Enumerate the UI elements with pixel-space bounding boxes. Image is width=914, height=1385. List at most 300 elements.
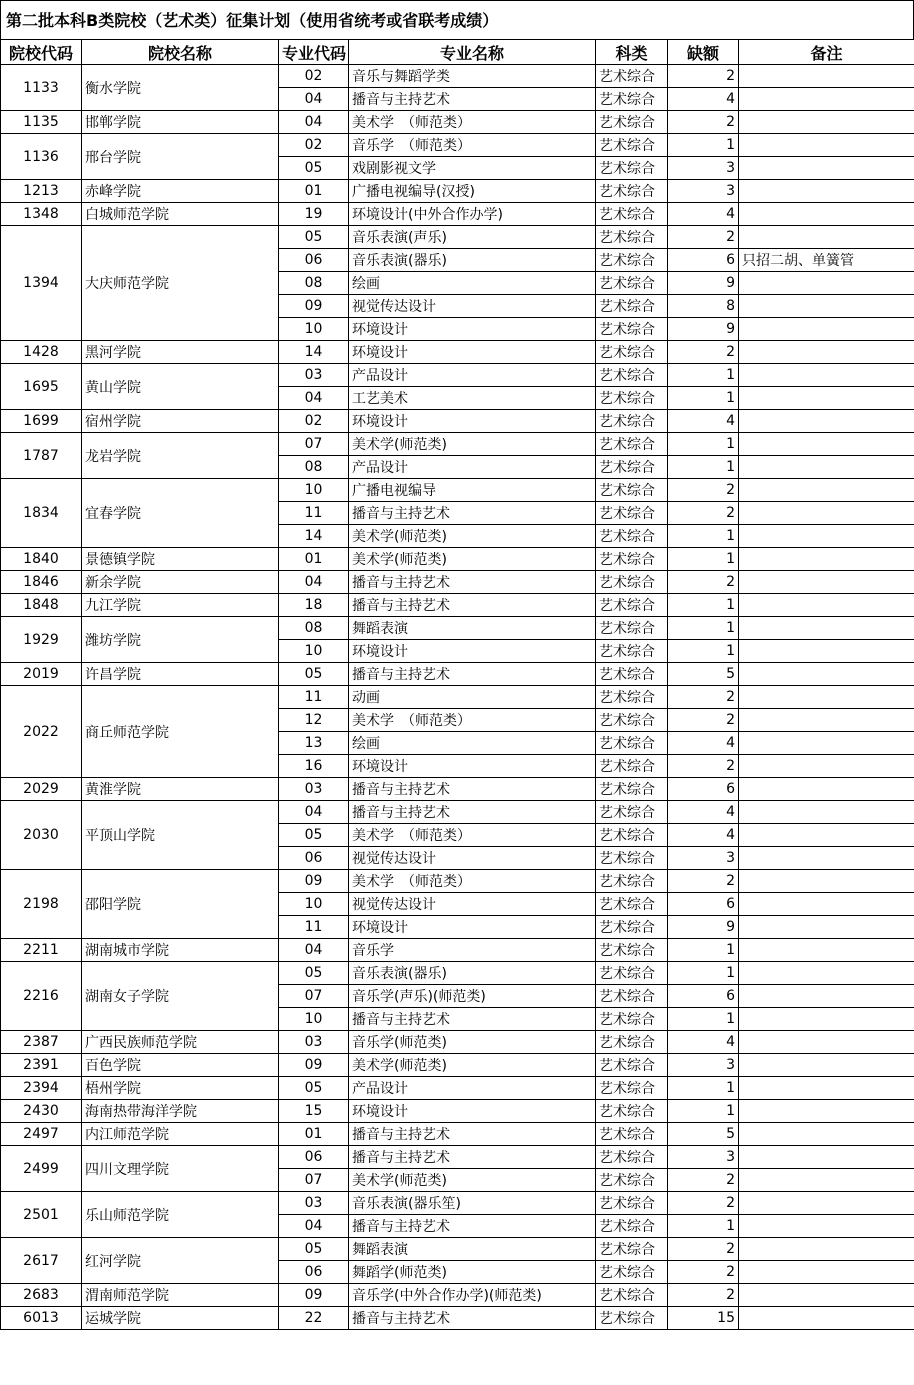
table-row <box>1 111 914 134</box>
note-cell <box>739 709 914 732</box>
category-cell: 艺术综合 <box>596 134 668 157</box>
major-name-cell: 环境设计 <box>349 341 596 364</box>
note-cell <box>739 1146 914 1169</box>
school-name-cell: 许昌学院 <box>82 663 279 686</box>
major-name-cell: 播音与主持艺术 <box>349 801 596 824</box>
table-body <box>1 65 914 1330</box>
category-cell: 艺术综合 <box>596 272 668 295</box>
school-name-cell: 新余学院 <box>82 571 279 594</box>
vacancy-cell: 6 <box>668 985 739 1008</box>
vacancy-cell: 9 <box>668 318 739 341</box>
major-code-cell: 01 <box>279 180 349 203</box>
major-name-cell: 美术学 （师范类） <box>349 824 596 847</box>
vacancy-cell: 2 <box>668 870 739 893</box>
school-code-cell: 1840 <box>1 548 82 571</box>
school-code-cell: 2198 <box>1 870 82 939</box>
table-row <box>1 1146 914 1169</box>
note-cell <box>739 663 914 686</box>
vacancy-cell: 1 <box>668 525 739 548</box>
category-cell: 艺术综合 <box>596 1261 668 1284</box>
major-name-cell: 播音与主持艺术 <box>349 1123 596 1146</box>
school-code-cell: 1834 <box>1 479 82 548</box>
table-row <box>1 594 914 617</box>
school-code-cell: 1213 <box>1 180 82 203</box>
vacancy-cell: 3 <box>668 180 739 203</box>
school-code-cell: 2683 <box>1 1284 82 1307</box>
major-name-cell: 视觉传达设计 <box>349 847 596 870</box>
category-cell: 艺术综合 <box>596 1054 668 1077</box>
table-row <box>1 1077 914 1100</box>
major-name-cell: 动画 <box>349 686 596 709</box>
category-cell: 艺术综合 <box>596 548 668 571</box>
major-code-cell: 10 <box>279 893 349 916</box>
major-name-cell: 播音与主持艺术 <box>349 502 596 525</box>
major-code-cell: 05 <box>279 663 349 686</box>
category-cell: 艺术综合 <box>596 226 668 249</box>
category-cell: 艺术综合 <box>596 1215 668 1238</box>
note-cell <box>739 1100 914 1123</box>
note-cell <box>739 1031 914 1054</box>
note-cell <box>739 318 914 341</box>
vacancy-cell: 3 <box>668 847 739 870</box>
school-code-cell: 2391 <box>1 1054 82 1077</box>
vacancy-cell: 4 <box>668 1031 739 1054</box>
school-code-cell: 2501 <box>1 1192 82 1238</box>
category-cell: 艺术综合 <box>596 341 668 364</box>
note-cell <box>739 502 914 525</box>
vacancy-cell: 2 <box>668 1192 739 1215</box>
major-name-cell: 视觉传达设计 <box>349 295 596 318</box>
major-code-cell: 04 <box>279 939 349 962</box>
school-code-cell: 2029 <box>1 778 82 801</box>
vacancy-cell: 9 <box>668 272 739 295</box>
major-name-cell: 美术学 （师范类） <box>349 709 596 732</box>
category-cell: 艺术综合 <box>596 640 668 663</box>
header-row <box>1 40 914 65</box>
major-code-cell: 04 <box>279 571 349 594</box>
school-name-cell: 海南热带海洋学院 <box>82 1100 279 1123</box>
school-name-cell: 大庆师范学院 <box>82 226 279 341</box>
major-code-cell: 05 <box>279 824 349 847</box>
school-code-cell: 2387 <box>1 1031 82 1054</box>
major-code-cell: 09 <box>279 870 349 893</box>
major-code-cell: 08 <box>279 617 349 640</box>
note-cell <box>739 65 914 88</box>
school-code-cell: 1699 <box>1 410 82 433</box>
school-code-cell: 2030 <box>1 801 82 870</box>
category-cell: 艺术综合 <box>596 870 668 893</box>
major-name-cell: 舞蹈表演 <box>349 617 596 640</box>
major-name-cell: 播音与主持艺术 <box>349 88 596 111</box>
major-name-cell: 播音与主持艺术 <box>349 594 596 617</box>
major-code-cell: 01 <box>279 548 349 571</box>
major-name-cell: 音乐表演(器乐) <box>349 962 596 985</box>
major-code-cell: 05 <box>279 226 349 249</box>
vacancy-cell: 1 <box>668 1100 739 1123</box>
vacancy-cell: 1 <box>668 387 739 410</box>
category-cell: 艺术综合 <box>596 1307 668 1330</box>
note-cell <box>739 824 914 847</box>
vacancy-cell: 1 <box>668 617 739 640</box>
major-name-cell: 环境设计(中外合作办学) <box>349 203 596 226</box>
category-cell: 艺术综合 <box>596 571 668 594</box>
school-name-cell: 景德镇学院 <box>82 548 279 571</box>
school-code-cell: 2617 <box>1 1238 82 1284</box>
note-cell <box>739 1054 914 1077</box>
major-name-cell: 产品设计 <box>349 364 596 387</box>
vacancy-cell: 4 <box>668 88 739 111</box>
major-code-cell: 11 <box>279 686 349 709</box>
category-cell: 艺术综合 <box>596 387 668 410</box>
major-code-cell: 04 <box>279 1215 349 1238</box>
table-row <box>1 1238 914 1261</box>
category-cell: 艺术综合 <box>596 295 668 318</box>
major-name-cell: 美术学 （师范类） <box>349 870 596 893</box>
table-row <box>1 870 914 893</box>
header-school-name: 院校名称 <box>82 40 279 65</box>
major-name-cell: 音乐学 （师范类） <box>349 134 596 157</box>
note-cell <box>739 732 914 755</box>
major-code-cell: 07 <box>279 433 349 456</box>
school-name-cell: 平顶山学院 <box>82 801 279 870</box>
note-cell <box>739 548 914 571</box>
category-cell: 艺术综合 <box>596 502 668 525</box>
major-name-cell: 广播电视编导 <box>349 479 596 502</box>
major-name-cell: 美术学(师范类) <box>349 1169 596 1192</box>
school-name-cell: 宿州学院 <box>82 410 279 433</box>
major-name-cell: 美术学(师范类) <box>349 548 596 571</box>
category-cell: 艺术综合 <box>596 939 668 962</box>
school-code-cell: 1135 <box>1 111 82 134</box>
vacancy-cell: 1 <box>668 433 739 456</box>
vacancy-cell: 1 <box>668 594 739 617</box>
table-row <box>1 203 914 226</box>
major-code-cell: 04 <box>279 387 349 410</box>
note-cell <box>739 1284 914 1307</box>
table-row <box>1 617 914 640</box>
note-cell <box>739 203 914 226</box>
note-cell <box>739 1192 914 1215</box>
vacancy-cell: 2 <box>668 341 739 364</box>
category-cell: 艺术综合 <box>596 364 668 387</box>
note-cell <box>739 962 914 985</box>
school-code-cell: 1848 <box>1 594 82 617</box>
note-cell <box>739 778 914 801</box>
major-code-cell: 04 <box>279 88 349 111</box>
major-code-cell: 04 <box>279 801 349 824</box>
category-cell: 艺术综合 <box>596 686 668 709</box>
school-name-cell: 龙岩学院 <box>82 433 279 479</box>
vacancy-cell: 2 <box>668 1261 739 1284</box>
category-cell: 艺术综合 <box>596 1284 668 1307</box>
note-cell <box>739 686 914 709</box>
school-name-cell: 内江师范学院 <box>82 1123 279 1146</box>
major-name-cell: 视觉传达设计 <box>349 893 596 916</box>
table-row <box>1 1031 914 1054</box>
table-row <box>1 548 914 571</box>
major-name-cell: 音乐表演(器乐笙) <box>349 1192 596 1215</box>
note-cell <box>739 1238 914 1261</box>
note-cell <box>739 525 914 548</box>
major-name-cell: 环境设计 <box>349 755 596 778</box>
school-name-cell: 百色学院 <box>82 1054 279 1077</box>
table-row <box>1 939 914 962</box>
major-code-cell: 03 <box>279 1031 349 1054</box>
major-name-cell: 工艺美术 <box>349 387 596 410</box>
category-cell: 艺术综合 <box>596 1123 668 1146</box>
category-cell: 艺术综合 <box>596 962 668 985</box>
header-vacancy: 缺额 <box>668 40 739 65</box>
note-cell <box>739 571 914 594</box>
school-code-cell: 1787 <box>1 433 82 479</box>
table-row <box>1 1054 914 1077</box>
school-name-cell: 衡水学院 <box>82 65 279 111</box>
category-cell: 艺术综合 <box>596 1238 668 1261</box>
school-name-cell: 邢台学院 <box>82 134 279 180</box>
note-cell <box>739 847 914 870</box>
major-name-cell: 舞蹈学(师范类) <box>349 1261 596 1284</box>
vacancy-cell: 1 <box>668 1215 739 1238</box>
major-code-cell: 06 <box>279 249 349 272</box>
school-name-cell: 渭南师范学院 <box>82 1284 279 1307</box>
table-row <box>1 801 914 824</box>
school-name-cell: 潍坊学院 <box>82 617 279 663</box>
major-code-cell: 04 <box>279 111 349 134</box>
major-name-cell: 播音与主持艺术 <box>349 1146 596 1169</box>
note-cell <box>739 1307 914 1330</box>
vacancy-cell: 6 <box>668 249 739 272</box>
table-row <box>1 479 914 502</box>
category-cell: 艺术综合 <box>596 985 668 1008</box>
note-cell <box>739 617 914 640</box>
school-code-cell: 1394 <box>1 226 82 341</box>
major-code-cell: 10 <box>279 1008 349 1031</box>
category-cell: 艺术综合 <box>596 249 668 272</box>
major-code-cell: 12 <box>279 709 349 732</box>
school-code-cell: 2430 <box>1 1100 82 1123</box>
major-code-cell: 16 <box>279 755 349 778</box>
major-code-cell: 02 <box>279 410 349 433</box>
vacancy-cell: 1 <box>668 1008 739 1031</box>
note-cell <box>739 111 914 134</box>
vacancy-cell: 2 <box>668 226 739 249</box>
major-name-cell: 播音与主持艺术 <box>349 1307 596 1330</box>
table-row <box>1 778 914 801</box>
major-code-cell: 07 <box>279 985 349 1008</box>
category-cell: 艺术综合 <box>596 847 668 870</box>
vacancy-cell: 4 <box>668 410 739 433</box>
category-cell: 艺术综合 <box>596 1146 668 1169</box>
major-code-cell: 03 <box>279 778 349 801</box>
category-cell: 艺术综合 <box>596 88 668 111</box>
major-name-cell: 产品设计 <box>349 456 596 479</box>
school-name-cell: 广西民族师范学院 <box>82 1031 279 1054</box>
table-row <box>1 410 914 433</box>
school-code-cell: 2211 <box>1 939 82 962</box>
major-code-cell: 13 <box>279 732 349 755</box>
major-code-cell: 03 <box>279 364 349 387</box>
vacancy-cell: 2 <box>668 479 739 502</box>
vacancy-cell: 4 <box>668 732 739 755</box>
vacancy-cell: 4 <box>668 203 739 226</box>
school-code-cell: 1136 <box>1 134 82 180</box>
major-name-cell: 音乐学(中外合作办学)(师范类) <box>349 1284 596 1307</box>
major-name-cell: 美术学(师范类) <box>349 1054 596 1077</box>
note-cell <box>739 88 914 111</box>
school-code-cell: 2394 <box>1 1077 82 1100</box>
vacancy-cell: 9 <box>668 916 739 939</box>
category-cell: 艺术综合 <box>596 433 668 456</box>
major-name-cell: 播音与主持艺术 <box>349 778 596 801</box>
major-name-cell: 产品设计 <box>349 1077 596 1100</box>
major-code-cell: 06 <box>279 1146 349 1169</box>
note-cell <box>739 134 914 157</box>
major-code-cell: 09 <box>279 1284 349 1307</box>
category-cell: 艺术综合 <box>596 1100 668 1123</box>
major-name-cell: 绘画 <box>349 732 596 755</box>
table-row <box>1 1284 914 1307</box>
note-cell <box>739 640 914 663</box>
vacancy-cell: 8 <box>668 295 739 318</box>
vacancy-cell: 1 <box>668 548 739 571</box>
school-code-cell: 1929 <box>1 617 82 663</box>
major-name-cell: 播音与主持艺术 <box>349 663 596 686</box>
school-name-cell: 梧州学院 <box>82 1077 279 1100</box>
vacancy-cell: 5 <box>668 1123 739 1146</box>
note-cell: 只招二胡、单簧管 <box>739 249 914 272</box>
school-code-cell: 6013 <box>1 1307 82 1330</box>
table-row <box>1 341 914 364</box>
major-code-cell: 01 <box>279 1123 349 1146</box>
major-name-cell: 美术学 （师范类） <box>349 111 596 134</box>
school-name-cell: 黑河学院 <box>82 341 279 364</box>
note-cell <box>739 1261 914 1284</box>
vacancy-cell: 3 <box>668 1146 739 1169</box>
school-code-cell: 2497 <box>1 1123 82 1146</box>
major-name-cell: 美术学(师范类) <box>349 525 596 548</box>
note-cell <box>739 755 914 778</box>
school-name-cell: 白城师范学院 <box>82 203 279 226</box>
vacancy-cell: 3 <box>668 157 739 180</box>
note-cell <box>739 1008 914 1031</box>
table-row <box>1 1100 914 1123</box>
category-cell: 艺术综合 <box>596 1008 668 1031</box>
category-cell: 艺术综合 <box>596 318 668 341</box>
major-code-cell: 07 <box>279 1169 349 1192</box>
school-name-cell: 湖南女子学院 <box>82 962 279 1031</box>
major-name-cell: 舞蹈表演 <box>349 1238 596 1261</box>
school-code-cell: 2499 <box>1 1146 82 1192</box>
category-cell: 艺术综合 <box>596 157 668 180</box>
header-category: 科类 <box>596 40 668 65</box>
major-name-cell: 音乐表演(声乐) <box>349 226 596 249</box>
table-row <box>1 686 914 709</box>
major-code-cell: 02 <box>279 65 349 88</box>
vacancy-cell: 6 <box>668 778 739 801</box>
school-code-cell: 1695 <box>1 364 82 410</box>
vacancy-cell: 1 <box>668 962 739 985</box>
vacancy-cell: 2 <box>668 1169 739 1192</box>
category-cell: 艺术综合 <box>596 709 668 732</box>
school-name-cell: 乐山师范学院 <box>82 1192 279 1238</box>
school-name-cell: 红河学院 <box>82 1238 279 1284</box>
major-name-cell: 播音与主持艺术 <box>349 1008 596 1031</box>
major-code-cell: 19 <box>279 203 349 226</box>
table-row <box>1 571 914 594</box>
note-cell <box>739 456 914 479</box>
major-code-cell: 11 <box>279 916 349 939</box>
major-name-cell: 环境设计 <box>349 410 596 433</box>
note-cell <box>739 1169 914 1192</box>
school-name-cell: 邯郸学院 <box>82 111 279 134</box>
note-cell <box>739 410 914 433</box>
vacancy-cell: 2 <box>668 1238 739 1261</box>
note-cell <box>739 1215 914 1238</box>
major-name-cell: 播音与主持艺术 <box>349 1215 596 1238</box>
major-name-cell: 音乐学 <box>349 939 596 962</box>
vacancy-cell: 3 <box>668 1054 739 1077</box>
category-cell: 艺术综合 <box>596 111 668 134</box>
major-code-cell: 06 <box>279 847 349 870</box>
school-code-cell: 1428 <box>1 341 82 364</box>
major-code-cell: 05 <box>279 1238 349 1261</box>
category-cell: 艺术综合 <box>596 410 668 433</box>
school-name-cell: 黄山学院 <box>82 364 279 410</box>
note-cell <box>739 433 914 456</box>
table-row <box>1 663 914 686</box>
note-cell <box>739 594 914 617</box>
header-major-code: 专业代码 <box>279 40 349 65</box>
note-cell <box>739 341 914 364</box>
school-code-cell: 1133 <box>1 65 82 111</box>
school-name-cell: 宜春学院 <box>82 479 279 548</box>
major-code-cell: 05 <box>279 157 349 180</box>
major-name-cell: 音乐与舞蹈学类 <box>349 65 596 88</box>
note-cell <box>739 870 914 893</box>
major-name-cell: 环境设计 <box>349 318 596 341</box>
vacancy-cell: 2 <box>668 571 739 594</box>
school-code-cell: 1846 <box>1 571 82 594</box>
note-cell <box>739 387 914 410</box>
major-code-cell: 10 <box>279 318 349 341</box>
school-name-cell: 四川文理学院 <box>82 1146 279 1192</box>
vacancy-cell: 2 <box>668 709 739 732</box>
major-code-cell: 18 <box>279 594 349 617</box>
category-cell: 艺术综合 <box>596 1169 668 1192</box>
category-cell: 艺术综合 <box>596 479 668 502</box>
note-cell <box>739 295 914 318</box>
vacancy-cell: 2 <box>668 755 739 778</box>
major-name-cell: 音乐学(声乐)(师范类) <box>349 985 596 1008</box>
page-title: 第二批本科B类院校（艺术类）征集计划（使用省统考或省联考成绩） <box>0 0 914 39</box>
header-school-code: 院校代码 <box>1 40 82 65</box>
major-code-cell: 11 <box>279 502 349 525</box>
category-cell: 艺术综合 <box>596 916 668 939</box>
category-cell: 艺术综合 <box>596 1192 668 1215</box>
category-cell: 艺术综合 <box>596 755 668 778</box>
note-cell <box>739 479 914 502</box>
enrollment-plan-table <box>0 39 914 1330</box>
category-cell: 艺术综合 <box>596 617 668 640</box>
school-name-cell: 黄淮学院 <box>82 778 279 801</box>
school-name-cell: 商丘师范学院 <box>82 686 279 778</box>
vacancy-cell: 1 <box>668 364 739 387</box>
major-name-cell: 音乐表演(器乐) <box>349 249 596 272</box>
major-code-cell: 05 <box>279 1077 349 1100</box>
major-name-cell: 广播电视编导(汉授) <box>349 180 596 203</box>
major-code-cell: 06 <box>279 1261 349 1284</box>
major-code-cell: 03 <box>279 1192 349 1215</box>
